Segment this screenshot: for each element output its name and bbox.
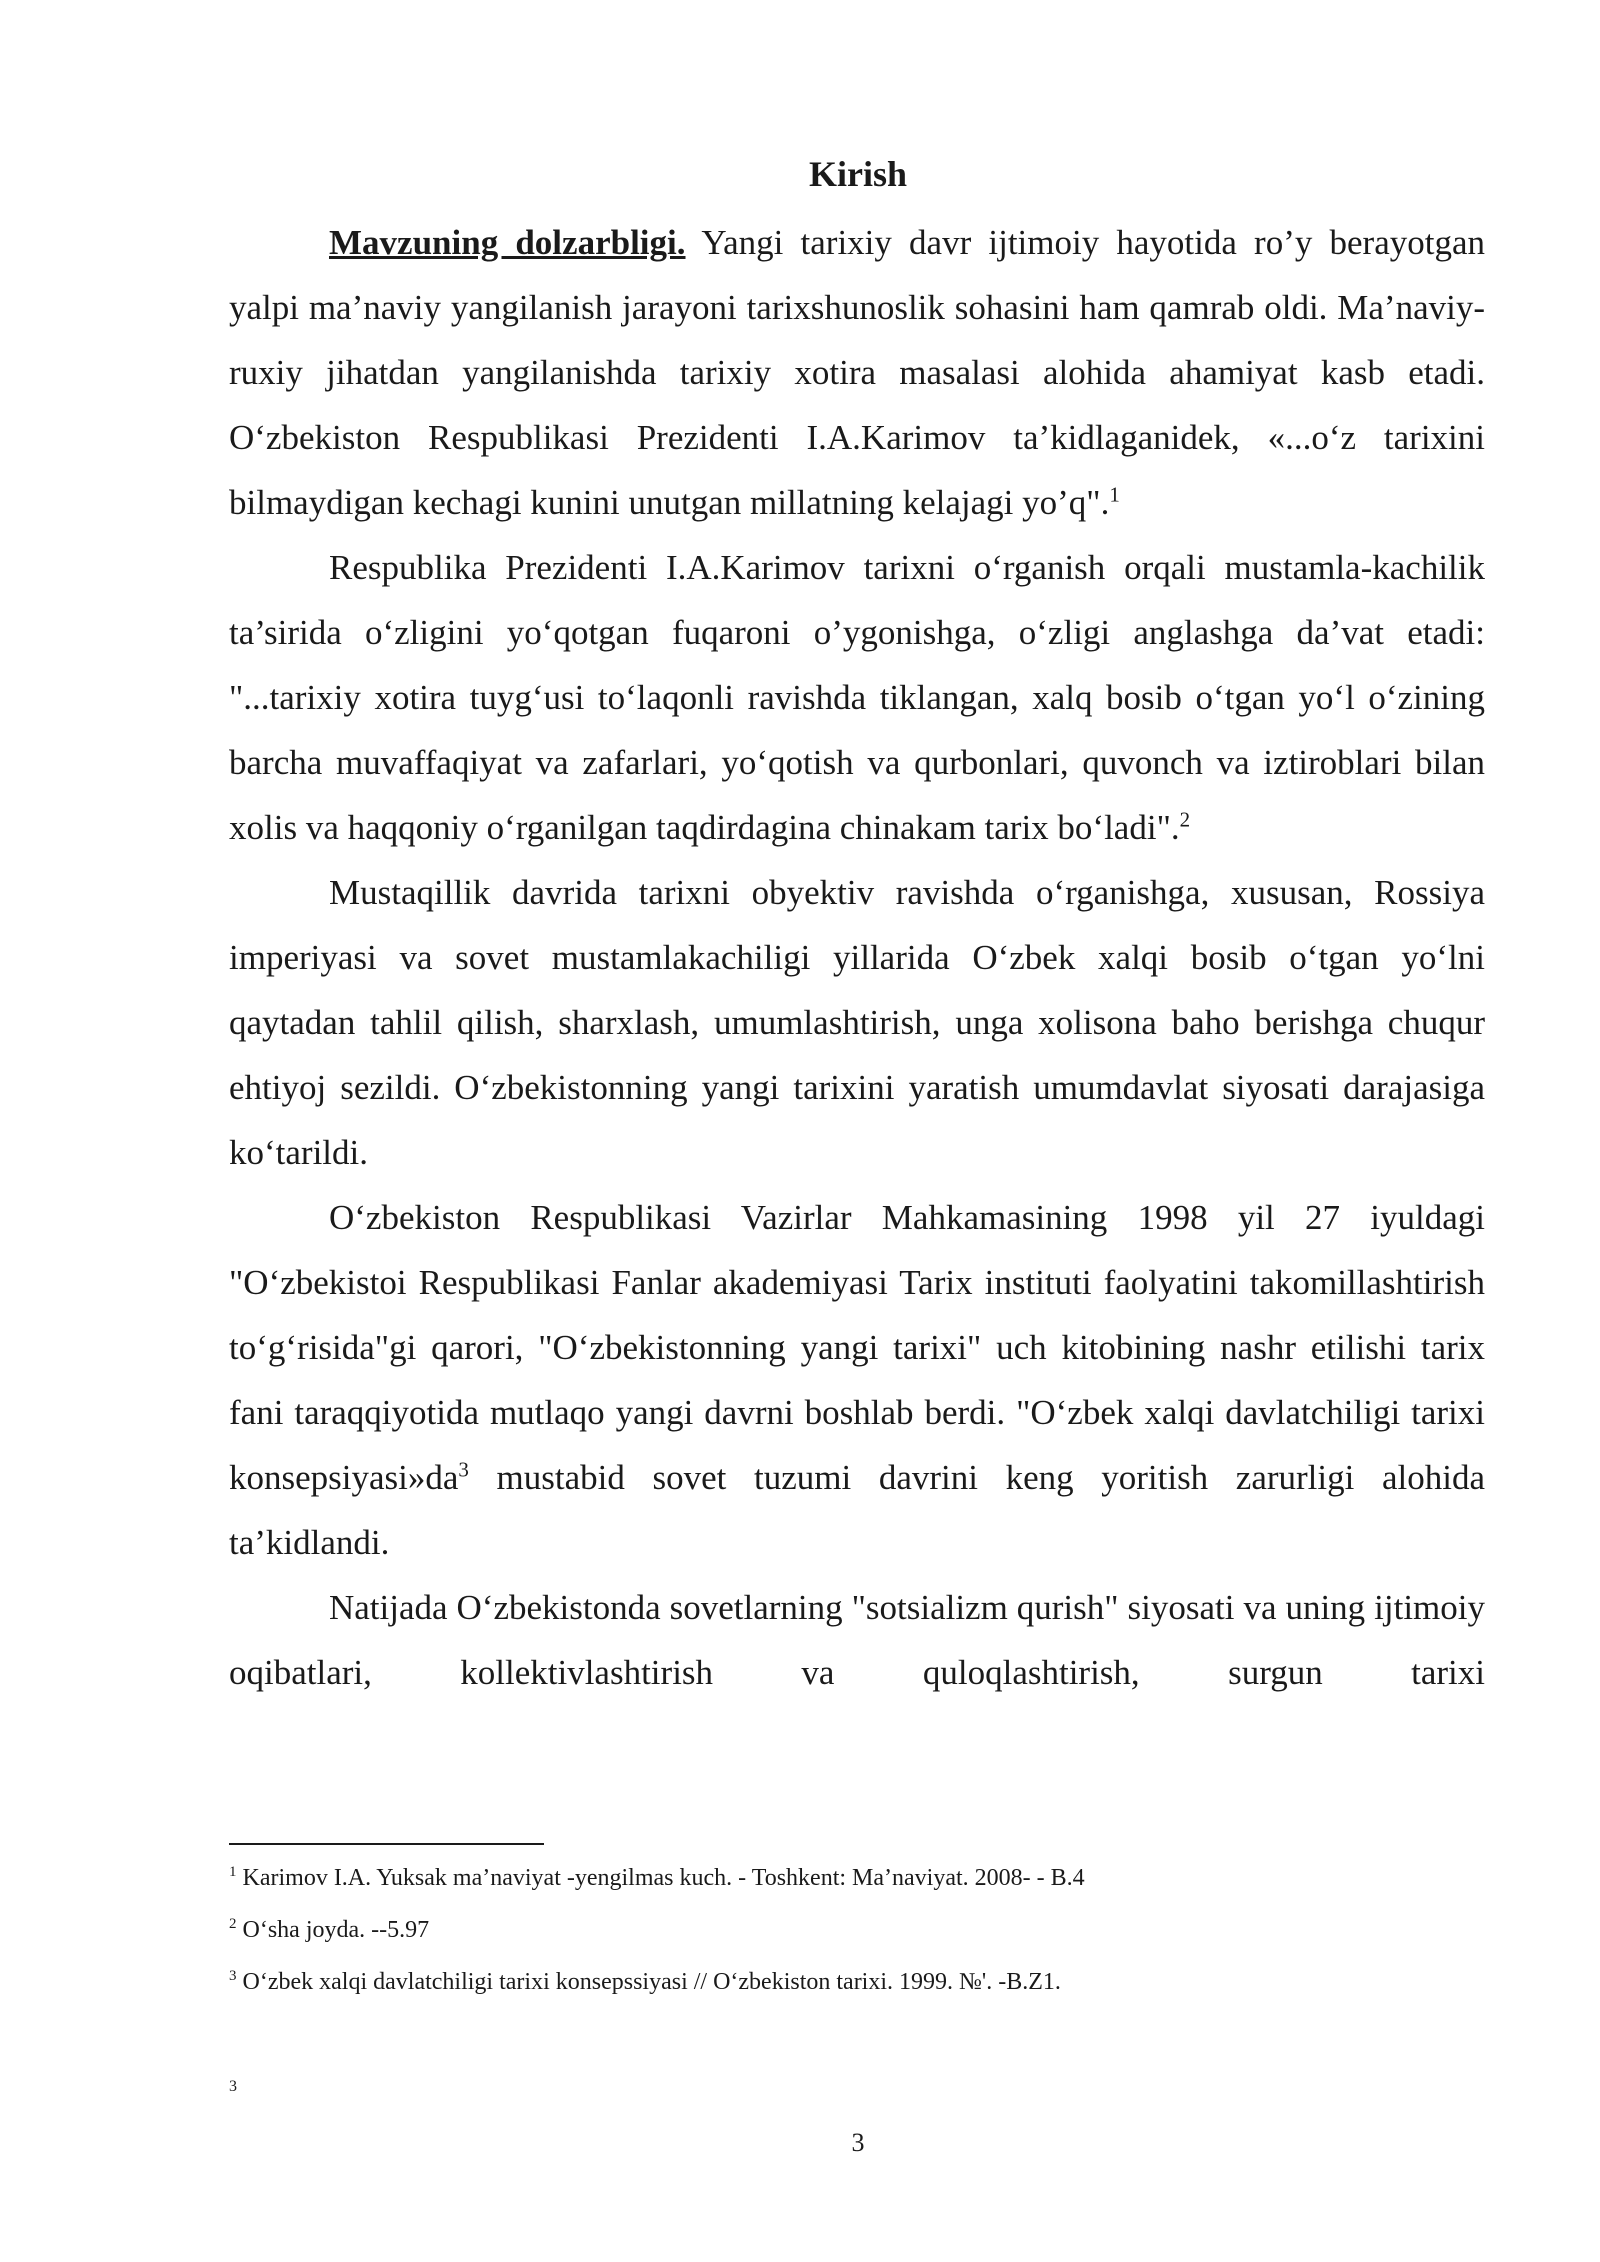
paragraph-5-text: Natijada O‘zbekistonda sovetlarning "sotsializm qurish" siyosati va uning ijtimoiy oqibatlari, kollektivlashtirish va quloqlashtirish, surgun tarixi [229,1588,1485,1692]
body-text [229,210,1485,1705]
footnote-ref-3: 3 [458,1457,469,1482]
footnote-text: O‘sha joyda. --5.97 [236,1917,430,1943]
paragraph-1 [229,210,1485,535]
paragraph-3 [229,860,1485,1185]
footnote-number: 1 [229,1864,237,1880]
small-page-marker: 3 [229,2078,237,2095]
paragraph-2 [229,535,1485,860]
paragraph-1-text: Yangi tarixiy davr ijtimoiy hayotida ro’y berayotgan yalpi ma’naviy yangilanish jarayoni tarixshunoslik sohasini ham qamrab oldi. Ma’naviy-ruxiy jihatdan yangilanishda tarixiy xotira masalasi alohida ahamiyat kasb etadi. O‘zbekiston Respublikasi Prezidenti I.A.Karimov ta’kidlaganidek, «...o‘z tarixini bilmaydigan kechagi kunini unutgan millatning kelajagi yo’q". [229,223,1485,522]
footnote-3 [229,1956,1485,2008]
footnotes [229,1852,1485,2008]
footnote-number: 2 [229,1916,237,1932]
paragraph-2-text: Respublika Prezidenti I.A.Karimov tarixni o‘rganish orqali mustamla-kachilik ta’sirida o‘zligini yo‘qotgan fuqaroni o’ygonishga, o‘zligi anglashga da’vat etadi: "...tarixiy xotira tuyg‘usi to‘laqonli ravishda tiklangan, xalq bosib o‘tgan yo‘l o‘zining barcha muvaffaqiyat va zafarlari, yo‘qotish va qurbonlari, quvonch va iztiroblari bilan xolis va haqqoniy o‘rganilgan taqdirdagina chinakam tarix bo‘ladi". [229,548,1485,847]
page-number: 3 [851,2128,865,2157]
footnote-text: O‘zbek xalqi davlatchiligi tarixi konsepssiyasi // O‘zbekiston tarixi. 1999. №'. -B.Z1. [236,1969,1061,1995]
footnote-number: 3 [229,1968,237,1984]
paragraph-4 [229,1185,1485,1575]
paragraph-4-text-after: mustabid sovet tuzumi davrini keng yoritish zarurligi alohida ta’kidlandi. [229,1458,1485,1562]
paragraph-5 [229,1575,1485,1705]
paragraph-4-text-before: O‘zbekiston Respublikasi Vazirlar Mahkamasining 1998 yil 27 iyuldagi "O‘zbekistoi Respublikasi Fanlar akademiyasi Tarix instituti faolyatini takomillashtirish to‘g‘risida"gi qarori, "O‘zbekistonning yangi tarixi" uch kitobining nashr etilishi tarix fani taraqqiyotida mutlaqo yangi davrni boshlab berdi. "O‘zbek xalqi davlatchiligi tarixi konsepsiyasi»da [229,1198,1485,1497]
section-lead: Mavzuning dolzarbligi. [329,223,686,262]
footnote-separator [229,1843,544,1845]
footnote-ref-2: 2 [1179,807,1191,832]
footnote-ref-1: 1 [1109,482,1120,507]
page-title: Kirish [808,154,907,194]
footnote-text: Karimov I.A. Yuksak ma’naviyat -yengilmas kuch. - Toshkent: Ma’naviyat. 2008- - B.4 [236,1865,1085,1891]
paragraph-3-text: Mustaqillik davrida tarixni obyektiv ravishda o‘rganishga, xususan, Rossiya imperiyasi va sovet mustamlakachiligi yillarida O‘zbek xalqi bosib o‘tgan yo‘lni qaytadan tahlil qilish, sharxlash, umumlashtirish, unga xolisona baho berishga chuqur ehtiyoj sezildi. O‘zbekistonning yangi tarixini yaratish umumdavlat siyosati darajasiga ko‘tarildi. [229,873,1485,1172]
footnote-2 [229,1904,1485,1956]
footnote-1 [229,1852,1485,1904]
